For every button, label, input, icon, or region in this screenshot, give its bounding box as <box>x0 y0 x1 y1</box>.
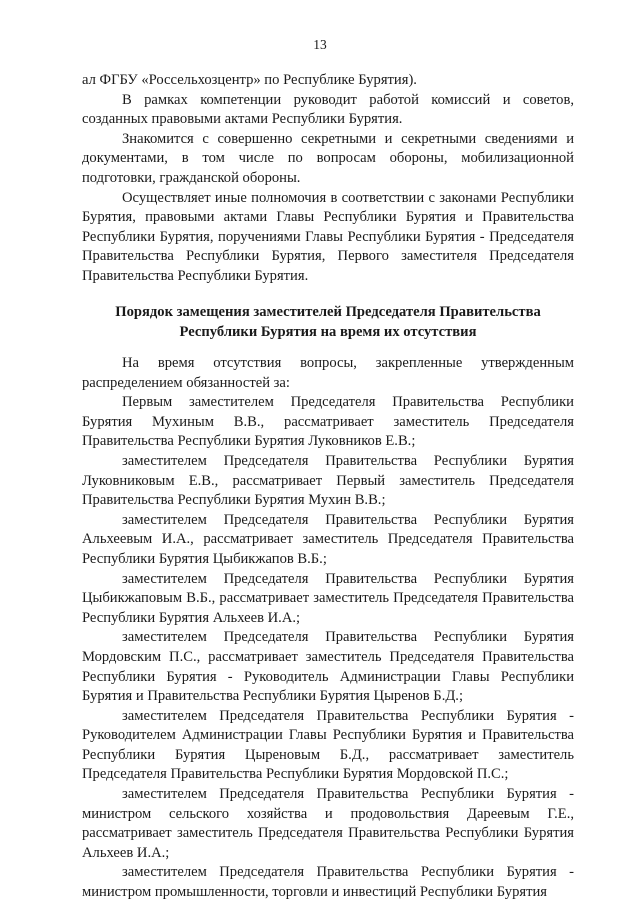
paragraph: На время отсутствия вопросы, закрепленные утвержденным распределением обязанностей за: <box>82 355 574 391</box>
paragraph: Первым заместителем Председателя Правительства Республики Бурятия Мухиным В.В., рассматривает заместитель Председателя Правительства Республики Бурятия Луковников Е.В.; <box>82 394 574 450</box>
page-number: 13 <box>313 37 327 52</box>
paragraph: заместителем Председателя Правительства Республики Бурятия - министром промышленности, торговли и инвестиций Республики Бурятия <box>82 864 574 901</box>
paragraph: заместителем Председателя Правительства Республики Бурятия Цыбикжаповым В.Б., рассматривает заместитель Председателя Правительства Республики Бурятия Альхеев И.А.; <box>82 570 574 626</box>
paragraph: Осуществляет иные полномочия в соответствии с законами Республики Бурятия, правовыми актами Главы Республики Бурятия и Правительства Республики Бурятия, поручениями Главы Республики Бурятия - Председателя Правительства Республики Бурятия, Первого заместителя Председателя Правительства Республики Бурятия. <box>82 189 574 284</box>
paragraph: заместителем Председателя Правительства Республики Бурятия - Руководителем Администрации Главы Республики Бурятия и Правительства Республики Бурятия Цыреновым Б.Д., рассматривает заместитель Председателя Правительства Республики Бурятия Мордовской П.С.; <box>82 707 574 783</box>
paragraph: В рамках компетенции руководит работой комиссий и советов, созданных правовыми актами Республики Бурятия. <box>82 91 574 128</box>
paragraph: заместителем Председателя Правительства Республики Бурятия - министром сельского хозяйства и продовольствия Дареевым Г.Е., рассматривает заместитель Председателя Правительства Республики Бурятия Альхеев И.А.; <box>82 786 574 861</box>
duties-text-block <box>82 71 574 287</box>
paragraph: Знакомится с совершенно секретными и секретными сведениями и документами, в том числе по вопросам обороны, мобилизационной подготовки, гражданской обороны. <box>82 130 574 186</box>
paragraph: заместителем Председателя Правительства Республики Бурятия Альхеевым И.А., рассматривает заместитель Председателя Правительства Республики Бурятия Цыбикжапов В.Б.; <box>82 511 574 567</box>
paragraph: заместителем Председателя Правительства Республики Бурятия Луковниковым Е.В., рассматривает Первый заместитель Председателя Правительства Республики Бурятия Мухин В.В.; <box>82 452 574 509</box>
substitution-text-block <box>82 354 574 903</box>
section-heading-line: Порядок замещения заместителей Председателя Правительства <box>115 304 541 320</box>
section-heading-line: Республики Бурятия на время их отсутствия <box>179 324 477 340</box>
paragraph: ал ФГБУ «Россельхозцентр» по Республике Бурятия). <box>82 72 417 88</box>
section-heading <box>82 302 574 342</box>
paragraph: заместителем Председателя Правительства Республики Бурятия Мордовским П.С., рассматривает заместитель Председателя Правительства Республики Бурятия - Руководитель Администрации Главы Республики Бурятия и Правительства Республики Бурятия Цыренов Б.Д.; <box>82 629 574 705</box>
